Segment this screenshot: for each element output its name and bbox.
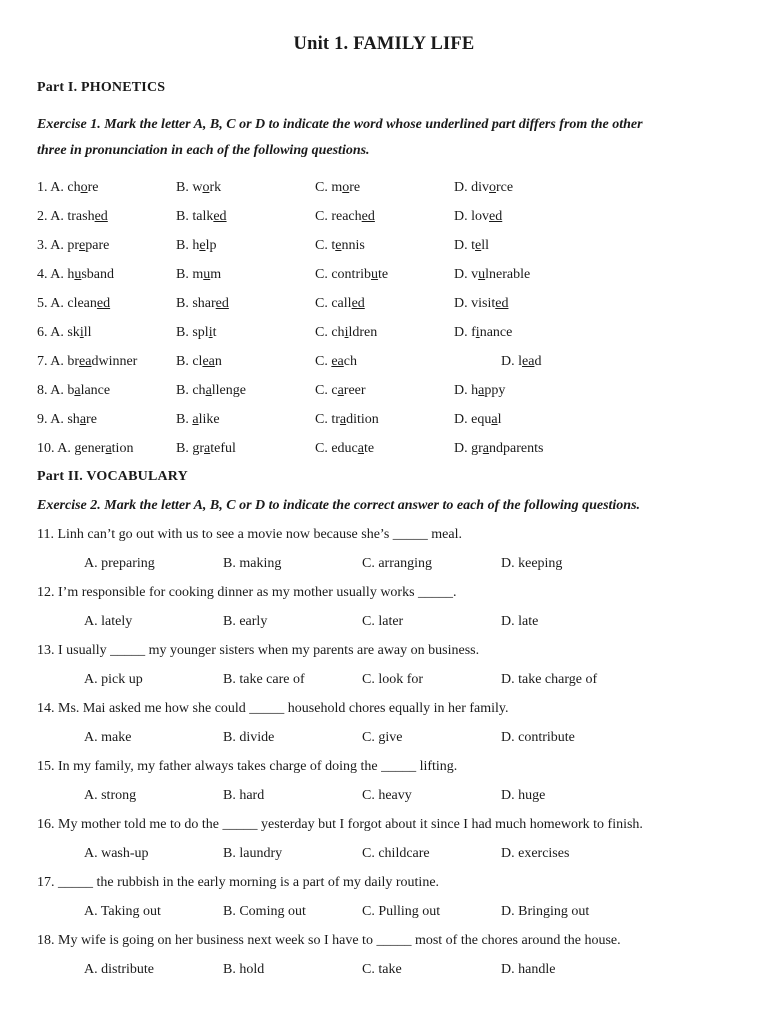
underlined-part: a (192, 412, 199, 427)
option-c (315, 180, 360, 196)
option-letter: C. (315, 267, 332, 282)
option-d (454, 383, 505, 399)
word-part: call (331, 296, 352, 311)
word-part: f (471, 325, 476, 340)
question-number: 6. (37, 325, 51, 340)
answer-option: B. divide (223, 730, 275, 745)
underlined-part: ed (351, 296, 365, 311)
option-letter: B. (176, 238, 193, 253)
question-number: 1. (37, 180, 51, 195)
word-part: te (378, 267, 389, 282)
answer-option: A. lately (84, 614, 133, 629)
word-part: like (198, 412, 220, 427)
option-c (315, 412, 379, 428)
option-d (501, 354, 541, 370)
word-part: ch (343, 354, 357, 369)
option-letter: C. (315, 354, 332, 369)
option-b (176, 441, 236, 457)
underlined-part: a (79, 412, 87, 427)
word-part: ch (331, 325, 345, 340)
option-d (454, 267, 530, 283)
underlined-part: e (199, 238, 206, 253)
word-part: lance (80, 383, 111, 398)
word-part: gr (471, 441, 483, 456)
page-title: Unit 1. FAMILY LIFE (293, 34, 475, 54)
underlined-part: ea (522, 354, 535, 369)
phonetics-question-row (0, 267, 768, 289)
underlined-part: u (74, 267, 82, 282)
word-part: gener (74, 441, 106, 456)
option-b (176, 180, 221, 196)
word-part: lp (205, 238, 217, 253)
word-part: pare (85, 238, 110, 253)
word-part: ch (192, 383, 206, 398)
vocabulary-options-row (0, 556, 768, 578)
option-a (37, 296, 110, 312)
answer-option: C. look for (362, 672, 424, 687)
option-letter: B. (176, 412, 193, 427)
word-part: pr (67, 238, 80, 253)
option-letter: D. (501, 354, 519, 369)
word-part: equ (471, 412, 492, 427)
word-part: h (192, 238, 200, 253)
option-letter: A. (50, 238, 68, 253)
option-d (454, 180, 513, 196)
option-letter: A. (50, 296, 68, 311)
answer-option: C. Pulling out (362, 904, 441, 919)
option-letter: A. (50, 325, 68, 340)
option-letter: A. (50, 267, 68, 282)
vocabulary-options-row (0, 846, 768, 868)
question-number: 2. (37, 209, 51, 224)
underlined-part: ed (213, 209, 227, 224)
underlined-part: a (482, 441, 490, 456)
underlined-part: i (475, 325, 480, 340)
option-c (315, 383, 366, 399)
option-a (37, 354, 137, 370)
underlined-part: ea (202, 354, 215, 369)
option-a (37, 238, 109, 254)
answer-option: B. Coming out (223, 904, 306, 919)
option-b (176, 354, 222, 370)
option-letter: B. (176, 180, 193, 195)
option-d (454, 325, 512, 341)
underlined-part: ea (79, 354, 92, 369)
option-letter: D. (454, 209, 472, 224)
word-part: l (518, 354, 523, 369)
underlined-part: a (339, 412, 347, 427)
option-letter: D. (454, 267, 472, 282)
option-c (315, 441, 374, 457)
word-part: clean (67, 296, 97, 311)
option-letter: D. (454, 180, 472, 195)
option-letter: C. (315, 180, 332, 195)
phonetics-question-row (0, 383, 768, 405)
vocabulary-question-text: 18. My wife is going on her business next week so I have to _____ most of the chores around the house. (37, 933, 621, 948)
word-part: rk (209, 180, 222, 195)
option-c (315, 267, 388, 283)
word-part: visit (471, 296, 496, 311)
word-part: div (471, 180, 490, 195)
vocabulary-options-row (0, 962, 768, 984)
underlined-part: e (79, 238, 86, 253)
word-part: reach (331, 209, 362, 224)
option-letter: C. (315, 383, 332, 398)
option-letter: A. (50, 412, 68, 427)
word-part: ch (67, 180, 81, 195)
option-d (454, 412, 501, 428)
question-number: 9. (37, 412, 51, 427)
word-part: d (534, 354, 542, 369)
underlined-part: a (491, 412, 498, 427)
underlined-part: a (478, 383, 485, 398)
question-number: 3. (37, 238, 51, 253)
word-part: m (192, 267, 204, 282)
answer-option: C. take (362, 962, 402, 977)
underlined-part: o (342, 180, 350, 195)
option-b (176, 325, 216, 341)
word-part: dwinner (91, 354, 138, 369)
word-part: tr (331, 412, 340, 427)
option-a (37, 383, 110, 399)
option-letter: C. (315, 441, 332, 456)
underlined-part: e (475, 238, 482, 253)
underlined-part: ed (495, 296, 509, 311)
underlined-part: o (202, 180, 210, 195)
word-part: b (67, 383, 75, 398)
underlined-part: ed (489, 209, 503, 224)
underlined-part: u (478, 267, 486, 282)
word-part: spl (192, 325, 209, 340)
vocabulary-options-row (0, 672, 768, 694)
vocabulary-question-text: 12. I’m responsible for cooking dinner as my mother usually works _____. (37, 585, 457, 600)
underlined-part: ed (215, 296, 229, 311)
word-part: t (471, 238, 476, 253)
underlined-part: a (357, 441, 364, 456)
option-b (176, 383, 246, 399)
word-part: re (87, 180, 99, 195)
answer-option: C. childcare (362, 846, 430, 861)
option-letter: B. (176, 296, 193, 311)
answer-option: A. strong (84, 788, 137, 803)
option-letter: A. (50, 209, 68, 224)
option-letter: D. (454, 383, 472, 398)
option-d (454, 296, 508, 312)
word-part: gr (192, 441, 205, 456)
word-part: contrib (331, 267, 371, 282)
underlined-part: a (205, 383, 212, 398)
option-c (315, 238, 365, 254)
word-part: rce (496, 180, 514, 195)
option-letter: B. (176, 441, 193, 456)
word-part: m (331, 180, 343, 195)
phonetics-question-row (0, 412, 768, 434)
option-d (454, 441, 543, 457)
word-part: v (471, 267, 479, 282)
option-letter: C. (315, 412, 332, 427)
word-part: teful (210, 441, 236, 456)
word-part: ll (481, 238, 490, 253)
option-a (37, 180, 98, 196)
option-a (37, 209, 108, 225)
exercise2-instruction: Exercise 2. Mark the letter A, B, C or D to indicate the correct answer to each of the following questions. (37, 498, 641, 513)
part2-heading: Part II. VOCABULARY (37, 469, 188, 484)
vocabulary-options-row (0, 730, 768, 752)
phonetics-question-row (0, 238, 768, 260)
answer-option: D. contribute (501, 730, 575, 745)
answer-option: C. give (362, 730, 403, 745)
phonetics-question-row (0, 325, 768, 347)
word-part: sband (81, 267, 115, 282)
underlined-part: i (79, 325, 84, 340)
vocabulary-question-text: 15. In my family, my father always takes charge of doing the _____ lifting. (37, 759, 458, 774)
answer-option: A. pick up (84, 672, 143, 687)
underlined-part: a (337, 383, 344, 398)
option-letter: C. (315, 325, 332, 340)
option-letter: B. (176, 383, 193, 398)
option-d (454, 209, 502, 225)
vocabulary-question-text: 16. My mother told me to do the _____ yesterday but I forgot about it since I had much homework to finish. (37, 817, 643, 832)
word-part: br (67, 354, 80, 369)
answer-option: C. later (362, 614, 404, 629)
phonetics-question-row (0, 296, 768, 318)
answer-option: D. Bringing out (501, 904, 590, 919)
word-part: llenge (211, 383, 246, 398)
underlined-part: ed (94, 209, 108, 224)
option-a (37, 441, 133, 457)
answer-option: D. take charge of (501, 672, 598, 687)
underlined-part: ea (331, 354, 344, 369)
option-letter: A. (50, 180, 68, 195)
answer-option: B. hard (223, 788, 265, 803)
phonetics-question-row (0, 180, 768, 202)
underlined-part: u (371, 267, 378, 282)
answer-option: D. exercises (501, 846, 570, 861)
option-letter: D. (454, 325, 472, 340)
option-b (176, 296, 229, 312)
word-part: educ (331, 441, 358, 456)
word-part: t (331, 238, 336, 253)
phonetics-question-row (0, 441, 768, 463)
answer-option: D. late (501, 614, 539, 629)
phonetics-question-row (0, 354, 768, 376)
option-letter: A. (50, 354, 68, 369)
word-part: dition (346, 412, 379, 427)
word-part: nance (479, 325, 513, 340)
underlined-part: ed (361, 209, 375, 224)
option-b (176, 412, 220, 428)
vocabulary-question-text: 17. _____ the rubbish in the early morning is a part of my daily routine. (37, 875, 440, 890)
word-part: sh (67, 412, 80, 427)
answer-option: B. laundry (223, 846, 283, 861)
underlined-part: a (204, 441, 211, 456)
answer-option: D. huge (501, 788, 546, 803)
option-b (176, 238, 216, 254)
question-number: 4. (37, 267, 51, 282)
option-c (315, 354, 357, 370)
word-part: tion (111, 441, 134, 456)
underlined-part: i (208, 325, 213, 340)
vocabulary-question-text: 13. I usually _____ my younger sisters when my parents are away on business. (37, 643, 480, 658)
word-part: reer (343, 383, 366, 398)
option-letter: D. (454, 296, 472, 311)
word-part: c (331, 383, 338, 398)
answer-option: B. take care of (223, 672, 305, 687)
word-part: te (364, 441, 375, 456)
option-letter: A. (50, 383, 68, 398)
word-part: ldren (348, 325, 378, 340)
answer-option: D. keeping (501, 556, 563, 571)
word-part: m (210, 267, 222, 282)
word-part: trash (67, 209, 95, 224)
option-b (176, 209, 227, 225)
word-part: n (214, 354, 222, 369)
option-c (315, 209, 375, 225)
word-part: cl (192, 354, 203, 369)
option-letter: D. (454, 412, 472, 427)
answer-option: D. handle (501, 962, 556, 977)
option-a (37, 325, 91, 341)
option-letter: D. (454, 238, 472, 253)
question-number: 7. (37, 354, 51, 369)
option-letter: C. (315, 296, 332, 311)
answer-option: A. Taking out (84, 904, 161, 919)
word-part: nnis (341, 238, 365, 253)
option-letter: A. (57, 441, 75, 456)
underlined-part: i (344, 325, 349, 340)
option-letter: B. (176, 354, 193, 369)
option-letter: C. (315, 209, 332, 224)
answer-option: A. wash-up (84, 846, 149, 861)
part1-heading: Part I. PHONETICS (37, 80, 166, 95)
underlined-part: e (335, 238, 342, 253)
option-a (37, 412, 97, 428)
underlined-part: o (489, 180, 497, 195)
answer-option: A. distribute (84, 962, 154, 977)
vocabulary-question-text: 11. Linh can’t go out with us to see a movie now because she’s _____ meal. (37, 527, 462, 542)
option-b (176, 267, 221, 283)
word-part: ppy (484, 383, 506, 398)
answer-option: B. making (223, 556, 282, 571)
word-part: w (192, 180, 203, 195)
answer-option: B. early (223, 614, 268, 629)
word-part: shar (192, 296, 216, 311)
option-letter: C. (315, 238, 332, 253)
underlined-part: a (74, 383, 81, 398)
exercise1-instruction-line2: three in pronunciation in each of the following questions. (37, 143, 370, 158)
answer-option: C. heavy (362, 788, 412, 803)
word-part: t (212, 325, 217, 340)
option-a (37, 267, 114, 283)
underlined-part: ed (96, 296, 111, 311)
word-part: lnerable (485, 267, 531, 282)
word-part: re (86, 412, 97, 427)
phonetics-question-row (0, 209, 768, 231)
option-letter: D. (454, 441, 472, 456)
word-part: lov (471, 209, 490, 224)
option-c (315, 296, 365, 312)
word-part: ndparents (489, 441, 544, 456)
underlined-part: u (203, 267, 211, 282)
option-letter: B. (176, 209, 193, 224)
question-number: 8. (37, 383, 51, 398)
word-part: re (349, 180, 361, 195)
word-part: sk (67, 325, 80, 340)
question-number: 5. (37, 296, 51, 311)
word-part: ll (83, 325, 92, 340)
vocabulary-options-row (0, 788, 768, 810)
underlined-part: a (105, 441, 112, 456)
answer-option: C. arranging (362, 556, 432, 571)
word-part: talk (192, 209, 214, 224)
word-part: h (471, 383, 479, 398)
vocabulary-options-row (0, 614, 768, 636)
option-c (315, 325, 377, 341)
word-part: l (497, 412, 502, 427)
exercise1-instruction-line1: Exercise 1. Mark the letter A, B, C or D to indicate the word whose underlined part differs from the other (37, 117, 643, 132)
word-part: h (67, 267, 75, 282)
answer-option: A. make (84, 730, 132, 745)
underlined-part: o (80, 180, 88, 195)
vocabulary-options-row (0, 904, 768, 926)
answer-option: B. hold (223, 962, 265, 977)
option-letter: B. (176, 267, 193, 282)
option-letter: B. (176, 325, 193, 340)
vocabulary-question-text: 14. Ms. Mai asked me how she could _____ household chores equally in her family. (37, 701, 509, 716)
question-number: 10. (37, 441, 58, 456)
answer-option: A. preparing (84, 556, 155, 571)
option-d (454, 238, 489, 254)
